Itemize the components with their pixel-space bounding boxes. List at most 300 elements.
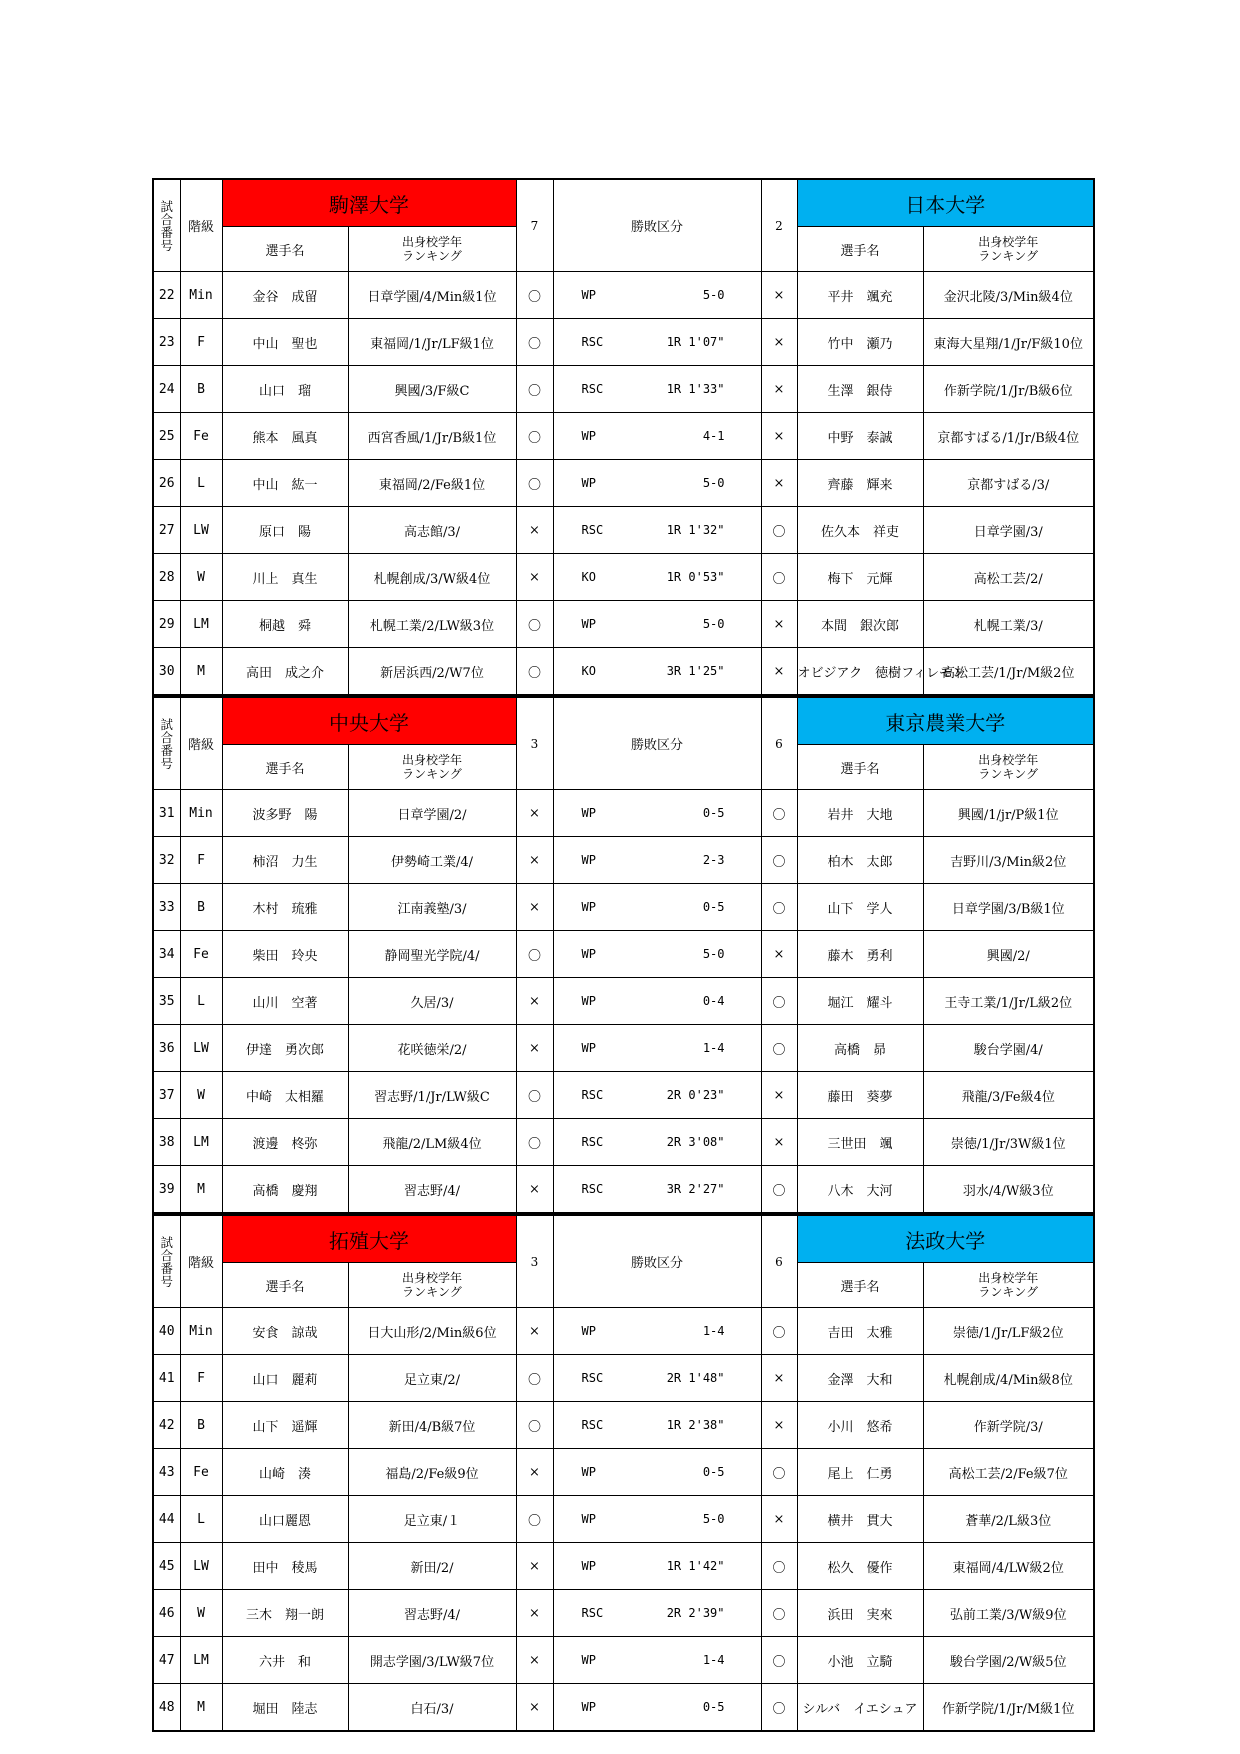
- right-player-school: 興國/1/jr/P級1位: [923, 790, 1094, 837]
- result-method: WP: [581, 429, 596, 443]
- left-player-name: 山川 空著: [222, 978, 348, 1025]
- right-player-name: 齊藤 輝来: [797, 460, 923, 507]
- bout-row: [153, 978, 1094, 1025]
- left-player-name: 山口 麗莉: [222, 1355, 348, 1402]
- result-detail: 1R 2'38": [666, 1418, 725, 1432]
- school-header-line2: ランキング: [978, 1285, 1039, 1299]
- result-method-cell: [553, 1543, 761, 1590]
- weight-class: LW: [180, 507, 222, 554]
- left-result-mark: ×: [516, 790, 553, 837]
- right-result-mark: ×: [761, 648, 797, 696]
- right-player-school: 日章学園/3/B級1位: [923, 884, 1094, 931]
- bout-row: [153, 884, 1094, 931]
- result-method-cell: [553, 790, 761, 837]
- right-player-school: 羽水/4/W級3位: [923, 1166, 1094, 1214]
- bout-number: 48: [153, 1684, 180, 1732]
- result-method: WP: [581, 806, 596, 820]
- result-type-header: 勝敗区分: [553, 697, 761, 790]
- player-header: 選手名: [222, 1263, 348, 1308]
- result-method-cell: [553, 837, 761, 884]
- school-header: [348, 227, 516, 272]
- left-player-name: 渡邊 柊弥: [222, 1119, 348, 1166]
- result-method-cell: [553, 1684, 761, 1732]
- left-player-school: 習志野/4/: [348, 1166, 516, 1214]
- school-header-line1: 出身校学年: [401, 235, 462, 249]
- weight-class: L: [180, 1496, 222, 1543]
- left-player-school: 日章学園/4/Min級1位: [348, 272, 516, 319]
- result-detail: 2R 1'48": [666, 1371, 725, 1385]
- result-detail: 0-5: [702, 1700, 725, 1714]
- match-no-header: 試 合 番 号: [153, 1215, 180, 1308]
- weight-class: W: [180, 554, 222, 601]
- result-detail: 5-0: [702, 947, 725, 961]
- school-header-line1: 出身校学年: [401, 1271, 462, 1285]
- bout-row: [153, 1308, 1094, 1355]
- left-player-name: 安食 諒哉: [222, 1308, 348, 1355]
- bout-number: 38: [153, 1119, 180, 1166]
- left-player-school: 日章学園/2/: [348, 790, 516, 837]
- result-method: RSC: [581, 1135, 604, 1149]
- result-method: RSC: [581, 1088, 604, 1102]
- result-method: RSC: [581, 523, 604, 537]
- bout-number: 28: [153, 554, 180, 601]
- right-player-name: 吉田 太雅: [797, 1308, 923, 1355]
- weight-class: M: [180, 1166, 222, 1214]
- left-player-name: 金谷 成留: [222, 272, 348, 319]
- left-result-mark: 〇: [516, 319, 553, 366]
- result-method-cell: [553, 1402, 761, 1449]
- bout-number: 45: [153, 1543, 180, 1590]
- left-player-school: 開志学園/3/LW級7位: [348, 1637, 516, 1684]
- weight-class: L: [180, 978, 222, 1025]
- result-detail: 0-5: [702, 900, 725, 914]
- left-result-mark: ×: [516, 884, 553, 931]
- bout-row: [153, 1119, 1094, 1166]
- left-player-name: 桐越 舜: [222, 601, 348, 648]
- left-team-name: 駒澤大学: [222, 179, 516, 227]
- left-result-mark: 〇: [516, 1496, 553, 1543]
- result-detail: 2R 3'08": [666, 1135, 725, 1149]
- right-player-school: 東福岡/4/LW級2位: [923, 1543, 1094, 1590]
- left-player-school: 東福岡/1/Jr/LF級1位: [348, 319, 516, 366]
- right-player-name: 小川 悠希: [797, 1402, 923, 1449]
- right-player-school: 飛龍/3/Fe級4位: [923, 1072, 1094, 1119]
- school-header-line2: ランキング: [402, 249, 462, 263]
- bout-row: [153, 790, 1094, 837]
- right-result-mark: ×: [761, 1402, 797, 1449]
- player-header: 選手名: [797, 745, 923, 790]
- right-player-school: 駿台学園/4/: [923, 1025, 1094, 1072]
- left-result-mark: 〇: [516, 931, 553, 978]
- left-result-mark: 〇: [516, 1119, 553, 1166]
- right-result-mark: ×: [761, 1072, 797, 1119]
- result-method-cell: [553, 1355, 761, 1402]
- weight-class: M: [180, 648, 222, 696]
- right-result-mark: 〇: [761, 1025, 797, 1072]
- left-player-name: 原口 陽: [222, 507, 348, 554]
- bout-number: 37: [153, 1072, 180, 1119]
- result-method-cell: [553, 413, 761, 460]
- player-header: 選手名: [797, 227, 923, 272]
- bout-row: [153, 1166, 1094, 1214]
- weight-class: LM: [180, 601, 222, 648]
- left-player-name: 三木 翔一朗: [222, 1590, 348, 1637]
- left-player-name: 山口 瑠: [222, 366, 348, 413]
- school-header: [348, 1263, 516, 1308]
- result-method: WP: [581, 994, 596, 1008]
- result-method-cell: [553, 1072, 761, 1119]
- left-result-mark: ×: [516, 1308, 553, 1355]
- left-player-school: 静岡聖光学院/4/: [348, 931, 516, 978]
- school-header-line1: 出身校学年: [401, 753, 462, 767]
- result-detail: 1R 1'07": [666, 335, 725, 349]
- result-method: WP: [581, 476, 596, 490]
- weight-class: LM: [180, 1637, 222, 1684]
- result-method-cell: [553, 884, 761, 931]
- left-result-mark: 〇: [516, 648, 553, 696]
- bout-number: 41: [153, 1355, 180, 1402]
- right-player-name: 浜田 実來: [797, 1590, 923, 1637]
- left-team-name: 中央大学: [222, 697, 516, 745]
- left-player-school: 足立東/2/: [348, 1355, 516, 1402]
- right-result-mark: ×: [761, 1496, 797, 1543]
- right-player-school: 高松工芸/2/Fe級7位: [923, 1449, 1094, 1496]
- bout-number: 30: [153, 648, 180, 696]
- bout-number: 26: [153, 460, 180, 507]
- right-player-name: 藤木 勇利: [797, 931, 923, 978]
- left-result-mark: ×: [516, 1449, 553, 1496]
- right-player-name: 梅下 元輝: [797, 554, 923, 601]
- right-player-name: 横井 貫大: [797, 1496, 923, 1543]
- match-no-header: 試 合 番 号: [153, 179, 180, 272]
- left-player-name: 高橋 慶翔: [222, 1166, 348, 1214]
- result-method: WP: [581, 853, 596, 867]
- bout-row: [153, 648, 1094, 696]
- bout-row: [153, 272, 1094, 319]
- left-result-mark: ×: [516, 1025, 553, 1072]
- right-player-name: 高橋 昴: [797, 1025, 923, 1072]
- school-header: [923, 227, 1094, 272]
- left-player-school: 習志野/1/Jr/LW級C: [348, 1072, 516, 1119]
- result-method: WP: [581, 1559, 596, 1573]
- right-player-name: オビジアク 徳樹フィレモン: [797, 648, 923, 696]
- school-header-line1: 出身校学年: [978, 1271, 1039, 1285]
- right-player-school: 興國/2/: [923, 931, 1094, 978]
- bout-number: 44: [153, 1496, 180, 1543]
- school-header-line1: 出身校学年: [978, 753, 1039, 767]
- bout-number: 31: [153, 790, 180, 837]
- weight-header: 階級: [180, 697, 222, 790]
- school-header: [348, 745, 516, 790]
- right-player-name: 三世田 颯: [797, 1119, 923, 1166]
- result-method: RSC: [581, 382, 604, 396]
- result-method-cell: [553, 507, 761, 554]
- right-player-name: 小池 立騎: [797, 1637, 923, 1684]
- bout-number: 32: [153, 837, 180, 884]
- weight-class: F: [180, 1355, 222, 1402]
- result-method: WP: [581, 1041, 596, 1055]
- bout-number: 23: [153, 319, 180, 366]
- left-result-mark: ×: [516, 1166, 553, 1214]
- right-result-mark: 〇: [761, 1308, 797, 1355]
- left-player-name: 山口麗恩: [222, 1496, 348, 1543]
- left-team-score: 3: [516, 1215, 553, 1308]
- right-player-name: 生澤 銀侍: [797, 366, 923, 413]
- left-player-school: 札幌創成/3/W級4位: [348, 554, 516, 601]
- result-detail: 1R 1'33": [666, 382, 725, 396]
- result-detail: 3R 1'25": [666, 664, 725, 678]
- bout-number: 39: [153, 1166, 180, 1214]
- weight-class: Fe: [180, 931, 222, 978]
- left-player-school: 久居/3/: [348, 978, 516, 1025]
- result-method: WP: [581, 1512, 596, 1526]
- left-result-mark: ×: [516, 978, 553, 1025]
- player-header: 選手名: [222, 745, 348, 790]
- bout-number: 46: [153, 1590, 180, 1637]
- result-detail: 1-4: [702, 1324, 725, 1338]
- bout-row: [153, 1025, 1094, 1072]
- right-player-school: 作新学院/3/: [923, 1402, 1094, 1449]
- result-method-cell: [553, 931, 761, 978]
- left-player-school: 新田/4/B級7位: [348, 1402, 516, 1449]
- right-player-name: 平井 颯充: [797, 272, 923, 319]
- left-player-name: 柿沼 力生: [222, 837, 348, 884]
- right-player-school: 高松工芸/1/Jr/M級2位: [923, 648, 1094, 696]
- result-detail: 1-4: [702, 1653, 725, 1667]
- left-result-mark: ×: [516, 554, 553, 601]
- result-method-cell: [553, 460, 761, 507]
- left-player-name: 柴田 玲央: [222, 931, 348, 978]
- weight-class: B: [180, 1402, 222, 1449]
- left-player-name: 中山 聖也: [222, 319, 348, 366]
- left-player-school: 花咲徳栄/2/: [348, 1025, 516, 1072]
- weight-class: Min: [180, 272, 222, 319]
- left-result-mark: 〇: [516, 1072, 553, 1119]
- bout-number: 42: [153, 1402, 180, 1449]
- left-player-name: 熊本 風真: [222, 413, 348, 460]
- result-detail: 1R 1'42": [666, 1559, 725, 1573]
- left-result-mark: ×: [516, 1590, 553, 1637]
- bout-row: [153, 601, 1094, 648]
- right-player-name: 松久 優作: [797, 1543, 923, 1590]
- left-result-mark: 〇: [516, 601, 553, 648]
- bout-number: 27: [153, 507, 180, 554]
- result-method: WP: [581, 900, 596, 914]
- result-method-cell: [553, 319, 761, 366]
- right-result-mark: 〇: [761, 1449, 797, 1496]
- result-method-cell: [553, 1637, 761, 1684]
- result-method: RSC: [581, 1182, 604, 1196]
- result-detail: 1-4: [702, 1041, 725, 1055]
- right-player-school: 王寺工業/1/Jr/L級2位: [923, 978, 1094, 1025]
- left-result-mark: 〇: [516, 366, 553, 413]
- left-player-school: 西宮香風/1/Jr/B級1位: [348, 413, 516, 460]
- left-player-school: 高志館/3/: [348, 507, 516, 554]
- left-player-school: 新田/2/: [348, 1543, 516, 1590]
- school-header-line2: ランキング: [402, 767, 462, 781]
- result-method: WP: [581, 947, 596, 961]
- right-player-name: 八木 大河: [797, 1166, 923, 1214]
- result-method: WP: [581, 1324, 596, 1338]
- right-player-name: 佐久本 祥吏: [797, 507, 923, 554]
- bout-row: [153, 1590, 1094, 1637]
- right-result-mark: 〇: [761, 507, 797, 554]
- weight-class: L: [180, 460, 222, 507]
- bout-number: 24: [153, 366, 180, 413]
- weight-class: F: [180, 837, 222, 884]
- left-player-school: 足立東/１: [348, 1496, 516, 1543]
- right-team-name: 法政大学: [797, 1215, 1094, 1263]
- right-result-mark: 〇: [761, 837, 797, 884]
- result-detail: 3R 2'27": [666, 1182, 725, 1196]
- left-result-mark: ×: [516, 1684, 553, 1732]
- result-method-cell: [553, 1590, 761, 1637]
- right-player-school: 日章学園/3/: [923, 507, 1094, 554]
- weight-class: Min: [180, 1308, 222, 1355]
- school-header: [923, 1263, 1094, 1308]
- weight-class: M: [180, 1684, 222, 1732]
- right-player-school: 作新学院/1/Jr/B級6位: [923, 366, 1094, 413]
- right-result-mark: 〇: [761, 978, 797, 1025]
- match-no-header: 試 合 番 号: [153, 697, 180, 790]
- left-player-school: 伊勢崎工業/4/: [348, 837, 516, 884]
- right-team-score: 6: [761, 1215, 797, 1308]
- result-detail: 5-0: [702, 1512, 725, 1526]
- results-sheet: [152, 178, 1093, 1732]
- left-player-name: 山下 遥輝: [222, 1402, 348, 1449]
- weight-class: W: [180, 1072, 222, 1119]
- bout-number: 36: [153, 1025, 180, 1072]
- right-result-mark: 〇: [761, 1166, 797, 1214]
- left-player-school: 飛龍/2/LM級4位: [348, 1119, 516, 1166]
- result-method-cell: [553, 1308, 761, 1355]
- right-player-name: シルバ イエシュア: [797, 1684, 923, 1732]
- left-player-name: 中山 紘一: [222, 460, 348, 507]
- left-player-name: 堀田 陸志: [222, 1684, 348, 1732]
- school-header-line1: 出身校学年: [978, 235, 1039, 249]
- bout-row: [153, 837, 1094, 884]
- result-method-cell: [553, 272, 761, 319]
- right-result-mark: 〇: [761, 790, 797, 837]
- left-player-school: 札幌工業/2/LW級3位: [348, 601, 516, 648]
- left-player-name: 伊達 勇次郎: [222, 1025, 348, 1072]
- right-player-name: 柏木 太郎: [797, 837, 923, 884]
- left-player-name: 木村 琉雅: [222, 884, 348, 931]
- result-method-cell: [553, 601, 761, 648]
- result-detail: 2R 0'23": [666, 1088, 725, 1102]
- left-player-school: 江南義塾/3/: [348, 884, 516, 931]
- result-detail: 0-5: [702, 806, 725, 820]
- result-detail: 5-0: [702, 288, 725, 302]
- right-player-name: 堀江 耀斗: [797, 978, 923, 1025]
- right-result-mark: ×: [761, 601, 797, 648]
- right-result-mark: 〇: [761, 884, 797, 931]
- result-method-cell: [553, 554, 761, 601]
- left-player-school: 新居浜西/2/W7位: [348, 648, 516, 696]
- left-player-name: 川上 真生: [222, 554, 348, 601]
- left-result-mark: 〇: [516, 413, 553, 460]
- bout-number: 25: [153, 413, 180, 460]
- bout-row: [153, 1355, 1094, 1402]
- bout-row: [153, 554, 1094, 601]
- right-result-mark: ×: [761, 272, 797, 319]
- weight-class: LW: [180, 1543, 222, 1590]
- result-method: RSC: [581, 1418, 604, 1432]
- left-player-school: 習志野/4/: [348, 1590, 516, 1637]
- right-result-mark: ×: [761, 460, 797, 507]
- right-player-name: 尾上 仁勇: [797, 1449, 923, 1496]
- right-result-mark: ×: [761, 366, 797, 413]
- result-type-header: 勝敗区分: [553, 179, 761, 272]
- bout-number: 47: [153, 1637, 180, 1684]
- right-player-school: 弘前工業/3/W級9位: [923, 1590, 1094, 1637]
- left-player-name: 田中 稜馬: [222, 1543, 348, 1590]
- left-team-name: 拓殖大学: [222, 1215, 516, 1263]
- result-method: RSC: [581, 1606, 604, 1620]
- weight-header: 階級: [180, 1215, 222, 1308]
- right-player-school: 駿台学園/2/W級5位: [923, 1637, 1094, 1684]
- right-result-mark: 〇: [761, 1590, 797, 1637]
- right-result-mark: 〇: [761, 1637, 797, 1684]
- right-player-school: 吉野川/3/Min級2位: [923, 837, 1094, 884]
- bout-row: [153, 931, 1094, 978]
- right-player-name: 山下 学人: [797, 884, 923, 931]
- bout-number: 33: [153, 884, 180, 931]
- result-detail: 5-0: [702, 476, 725, 490]
- result-method: WP: [581, 288, 596, 302]
- result-method-cell: [553, 1025, 761, 1072]
- school-header-line2: ランキング: [402, 1285, 462, 1299]
- result-method: KO: [581, 570, 596, 584]
- player-header: 選手名: [222, 227, 348, 272]
- left-player-name: 六井 和: [222, 1637, 348, 1684]
- left-player-school: 東福岡/2/Fe級1位: [348, 460, 516, 507]
- left-result-mark: ×: [516, 507, 553, 554]
- result-method-cell: [553, 1166, 761, 1214]
- right-result-mark: 〇: [761, 554, 797, 601]
- right-player-school: 札幌工業/3/: [923, 601, 1094, 648]
- right-player-school: 高松工芸/2/: [923, 554, 1094, 601]
- bout-row: [153, 1072, 1094, 1119]
- right-team-score: 2: [761, 179, 797, 272]
- match-block: [152, 696, 1095, 1214]
- right-team-name: 東京農業大学: [797, 697, 1094, 745]
- result-detail: 5-0: [702, 617, 725, 631]
- right-player-school: 東海大星翔/1/Jr/F級10位: [923, 319, 1094, 366]
- result-method: RSC: [581, 335, 604, 349]
- left-player-name: 山崎 湊: [222, 1449, 348, 1496]
- result-method-cell: [553, 978, 761, 1025]
- bout-row: [153, 1402, 1094, 1449]
- result-method: KO: [581, 664, 596, 678]
- right-player-school: 京都すばる/1/Jr/B級4位: [923, 413, 1094, 460]
- result-detail: 1R 0'53": [666, 570, 725, 584]
- left-player-school: 白石/3/: [348, 1684, 516, 1732]
- player-header: 選手名: [797, 1263, 923, 1308]
- weight-class: Min: [180, 790, 222, 837]
- bout-number: 35: [153, 978, 180, 1025]
- right-player-name: 金澤 大和: [797, 1355, 923, 1402]
- bout-row: [153, 507, 1094, 554]
- match-block: [152, 1214, 1095, 1732]
- result-detail: 0-5: [702, 1465, 725, 1479]
- left-result-mark: ×: [516, 1543, 553, 1590]
- right-player-school: 崇徳/1/Jr/LF級2位: [923, 1308, 1094, 1355]
- right-result-mark: ×: [761, 1119, 797, 1166]
- result-method: RSC: [581, 1371, 604, 1385]
- weight-class: B: [180, 884, 222, 931]
- bout-row: [153, 366, 1094, 413]
